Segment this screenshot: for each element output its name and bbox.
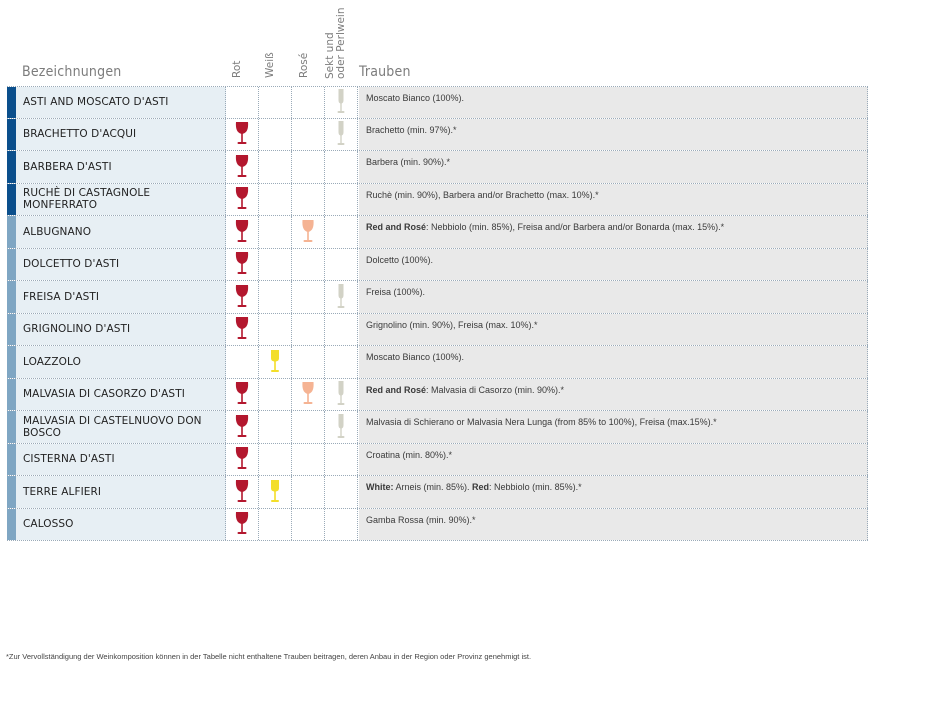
- rose-cell: [292, 476, 325, 508]
- wine-name: BARBERA D'ASTI: [16, 151, 226, 183]
- table-row: [7, 379, 868, 412]
- grapes-text: Brachetto (min. 97%).*: [366, 124, 457, 135]
- sparkling-cell: [325, 249, 358, 281]
- red-wine-icon: [235, 511, 249, 537]
- table-row: [7, 86, 868, 119]
- grapes-cell: [359, 119, 868, 151]
- white-cell: [259, 476, 292, 508]
- red-cell: [226, 151, 259, 183]
- grapes-cell: [359, 379, 868, 411]
- red-cell: [226, 184, 259, 216]
- header-grapes: Trauben: [359, 64, 411, 80]
- red-wine-icon: [235, 316, 249, 342]
- sparkling-cell: [325, 444, 358, 476]
- grapes-cell: [359, 87, 868, 118]
- white-cell: [259, 216, 292, 248]
- white-cell: [259, 509, 292, 541]
- red-cell: [226, 509, 259, 541]
- red-wine-icon: [235, 154, 249, 180]
- red-cell: [226, 379, 259, 411]
- sparkling-wine-icon: [336, 380, 346, 408]
- table-row: [7, 346, 868, 379]
- red-cell: [226, 314, 259, 346]
- grapes-text: : Malvasia di Casorzo (min. 90%).*: [426, 384, 565, 395]
- wine-name: RUCHÈ DI CASTAGNOLE MONFERRATO: [16, 184, 226, 216]
- grapes-text: Ruchè (min. 90%), Barbera and/or Brachetto (max. 10%).*: [366, 189, 599, 200]
- grapes-text: Malvasia di Schierano or Malvasia Nera Lunga (from 85% to 100%), Freisa (max.15%).*: [366, 417, 717, 427]
- table-row: [7, 249, 868, 282]
- grapes-text: : Nebbiolo (min. 85%), Freisa and/or Barbera and/or Bonarda (max. 15%).*: [426, 222, 725, 232]
- red-cell: [226, 249, 259, 281]
- sparkling-cell: [325, 281, 358, 313]
- footnote: *Zur Vervollständigung der Weinkomposition können in der Tabelle nicht enthaltene Trauben beitragen, deren Anbau in der Region oder Provinz genehmigt ist.: [6, 652, 532, 661]
- red-wine-icon: [235, 414, 249, 440]
- wine-name: ALBUGNANO: [16, 216, 226, 248]
- grapes-text: Gamba Rossa (min. 90%).*: [366, 514, 476, 525]
- sparkling-cell: [325, 184, 358, 216]
- red-wine-icon: [235, 446, 249, 472]
- grapes-cell: [359, 216, 868, 248]
- red-cell: [226, 444, 259, 476]
- table-row: [7, 216, 868, 249]
- grapes-text: Freisa (100%).: [366, 287, 426, 297]
- sparkling-wine-icon: [336, 120, 346, 148]
- grapes-cell: [359, 184, 868, 216]
- sparkling-wine-icon: [336, 88, 346, 116]
- sparkling-cell: [325, 119, 358, 151]
- rose-cell: [292, 444, 325, 476]
- grapes-text: Barbera (min. 90%).*: [366, 157, 451, 167]
- grapes-text: Croatina (min. 80%).*: [366, 449, 453, 460]
- wine-name: BRACHETTO D'ACQUI: [16, 119, 226, 151]
- sparkling-cell: [325, 379, 358, 411]
- row-accent-bar: [7, 151, 16, 183]
- grapes-text: Moscato Bianco (100%).: [366, 352, 465, 362]
- red-cell: [226, 476, 259, 508]
- red-cell: [226, 87, 259, 118]
- table-row: [7, 151, 868, 184]
- sparkling-cell: [325, 216, 358, 248]
- white-cell: [259, 119, 292, 151]
- table-row: [7, 184, 868, 217]
- grapes-cell: [359, 411, 868, 443]
- wine-name: CISTERNA D'ASTI: [16, 444, 226, 476]
- rose-cell: [292, 119, 325, 151]
- table-row: [7, 119, 868, 152]
- rose-cell: [292, 411, 325, 443]
- wine-table: [7, 86, 868, 541]
- wine-name: ASTI AND MOSCATO D'ASTI: [16, 87, 226, 118]
- white-cell: [259, 184, 292, 216]
- red-wine-icon: [235, 284, 249, 310]
- white-cell: [259, 346, 292, 378]
- white-wine-icon: [269, 479, 281, 505]
- grapes-bold-label: White:: [366, 482, 394, 492]
- sparkling-cell: [325, 151, 358, 183]
- row-accent-bar: [7, 281, 16, 313]
- red-cell: [226, 216, 259, 248]
- rose-wine-icon: [301, 381, 315, 407]
- header-sparkling-line2: oder Perlwein: [335, 7, 347, 79]
- table-row: [7, 476, 868, 509]
- grapes-cell: [359, 151, 868, 183]
- table-row: [7, 314, 868, 347]
- white-cell: [259, 411, 292, 443]
- wine-name: LOAZZOLO: [16, 346, 226, 378]
- sparkling-wine-icon: [336, 413, 346, 441]
- table-row: [7, 444, 868, 477]
- sparkling-cell: [325, 411, 358, 443]
- red-wine-icon: [235, 186, 249, 212]
- white-cell: [259, 87, 292, 118]
- white-wine-icon: [269, 349, 281, 375]
- row-accent-bar: [7, 411, 16, 443]
- white-cell: [259, 379, 292, 411]
- grapes-cell: [359, 476, 868, 508]
- rose-cell: [292, 184, 325, 216]
- row-accent-bar: [7, 509, 16, 541]
- rose-cell: [292, 379, 325, 411]
- sparkling-cell: [325, 314, 358, 346]
- row-accent-bar: [7, 87, 16, 118]
- row-accent-bar: [7, 444, 16, 476]
- rose-cell: [292, 314, 325, 346]
- rose-cell: [292, 216, 325, 248]
- sparkling-cell: [325, 476, 358, 508]
- wine-name: MALVASIA DI CASTELNUOVO DON BOSCO: [16, 411, 226, 443]
- rose-cell: [292, 87, 325, 118]
- rose-cell: [292, 281, 325, 313]
- header-white: Weiß: [264, 52, 276, 78]
- white-cell: [259, 151, 292, 183]
- sparkling-cell: [325, 87, 358, 118]
- row-accent-bar: [7, 476, 16, 508]
- sparkling-wine-icon: [336, 283, 346, 311]
- grapes-cell: [359, 314, 868, 346]
- header-rose: Rosé: [298, 52, 310, 78]
- white-cell: [259, 249, 292, 281]
- header-red: Rot: [231, 60, 243, 78]
- wine-name: TERRE ALFIERI: [16, 476, 226, 508]
- red-wine-icon: [235, 479, 249, 505]
- grapes-cell: [359, 444, 868, 476]
- red-wine-icon: [235, 381, 249, 407]
- wine-name: DOLCETTO D'ASTI: [16, 249, 226, 281]
- header-names: Bezeichnungen: [22, 64, 122, 80]
- sparkling-cell: [325, 509, 358, 541]
- row-accent-bar: [7, 346, 16, 378]
- wine-name: GRIGNOLINO D'ASTI: [16, 314, 226, 346]
- red-wine-icon: [235, 219, 249, 245]
- wine-name: CALOSSO: [16, 509, 226, 541]
- table-row: [7, 509, 868, 542]
- red-wine-icon: [235, 121, 249, 147]
- row-accent-bar: [7, 119, 16, 151]
- red-cell: [226, 119, 259, 151]
- table-row: [7, 281, 868, 314]
- red-cell: [226, 411, 259, 443]
- grapes-bold-label: Red and Rosé: [366, 384, 427, 395]
- header-sparkling-line1: Sekt und: [324, 32, 336, 79]
- row-accent-bar: [7, 184, 16, 216]
- rose-cell: [292, 249, 325, 281]
- grapes-bold-label: Red and Rosé: [366, 222, 427, 232]
- row-accent-bar: [7, 216, 16, 248]
- grapes-cell: [359, 346, 868, 378]
- grapes-cell: [359, 509, 868, 541]
- wine-name: FREISA D'ASTI: [16, 281, 226, 313]
- grapes-text: Arneis (min. 85%).: [393, 482, 473, 492]
- rose-cell: [292, 509, 325, 541]
- red-cell: [226, 281, 259, 313]
- grapes-cell: [359, 281, 868, 313]
- white-cell: [259, 314, 292, 346]
- sparkling-cell: [325, 346, 358, 378]
- white-cell: [259, 281, 292, 313]
- rose-cell: [292, 151, 325, 183]
- wine-name: MALVASIA DI CASORZO D'ASTI: [16, 379, 226, 411]
- grapes-text: : Nebbiolo (min. 85%).*: [489, 482, 582, 492]
- white-cell: [259, 444, 292, 476]
- red-cell: [226, 346, 259, 378]
- grapes-text: Grignolino (min. 90%), Freisa (max. 10%).*: [366, 319, 538, 330]
- row-accent-bar: [7, 379, 16, 411]
- grapes-cell: [359, 249, 868, 281]
- grapes-bold-label: Red: [472, 482, 490, 492]
- rose-wine-icon: [301, 219, 315, 245]
- red-wine-icon: [235, 251, 249, 277]
- rose-cell: [292, 346, 325, 378]
- row-accent-bar: [7, 314, 16, 346]
- grapes-text: Moscato Bianco (100%).: [366, 93, 465, 103]
- table-row: [7, 411, 868, 444]
- grapes-text: Dolcetto (100%).: [366, 254, 434, 265]
- row-accent-bar: [7, 249, 16, 281]
